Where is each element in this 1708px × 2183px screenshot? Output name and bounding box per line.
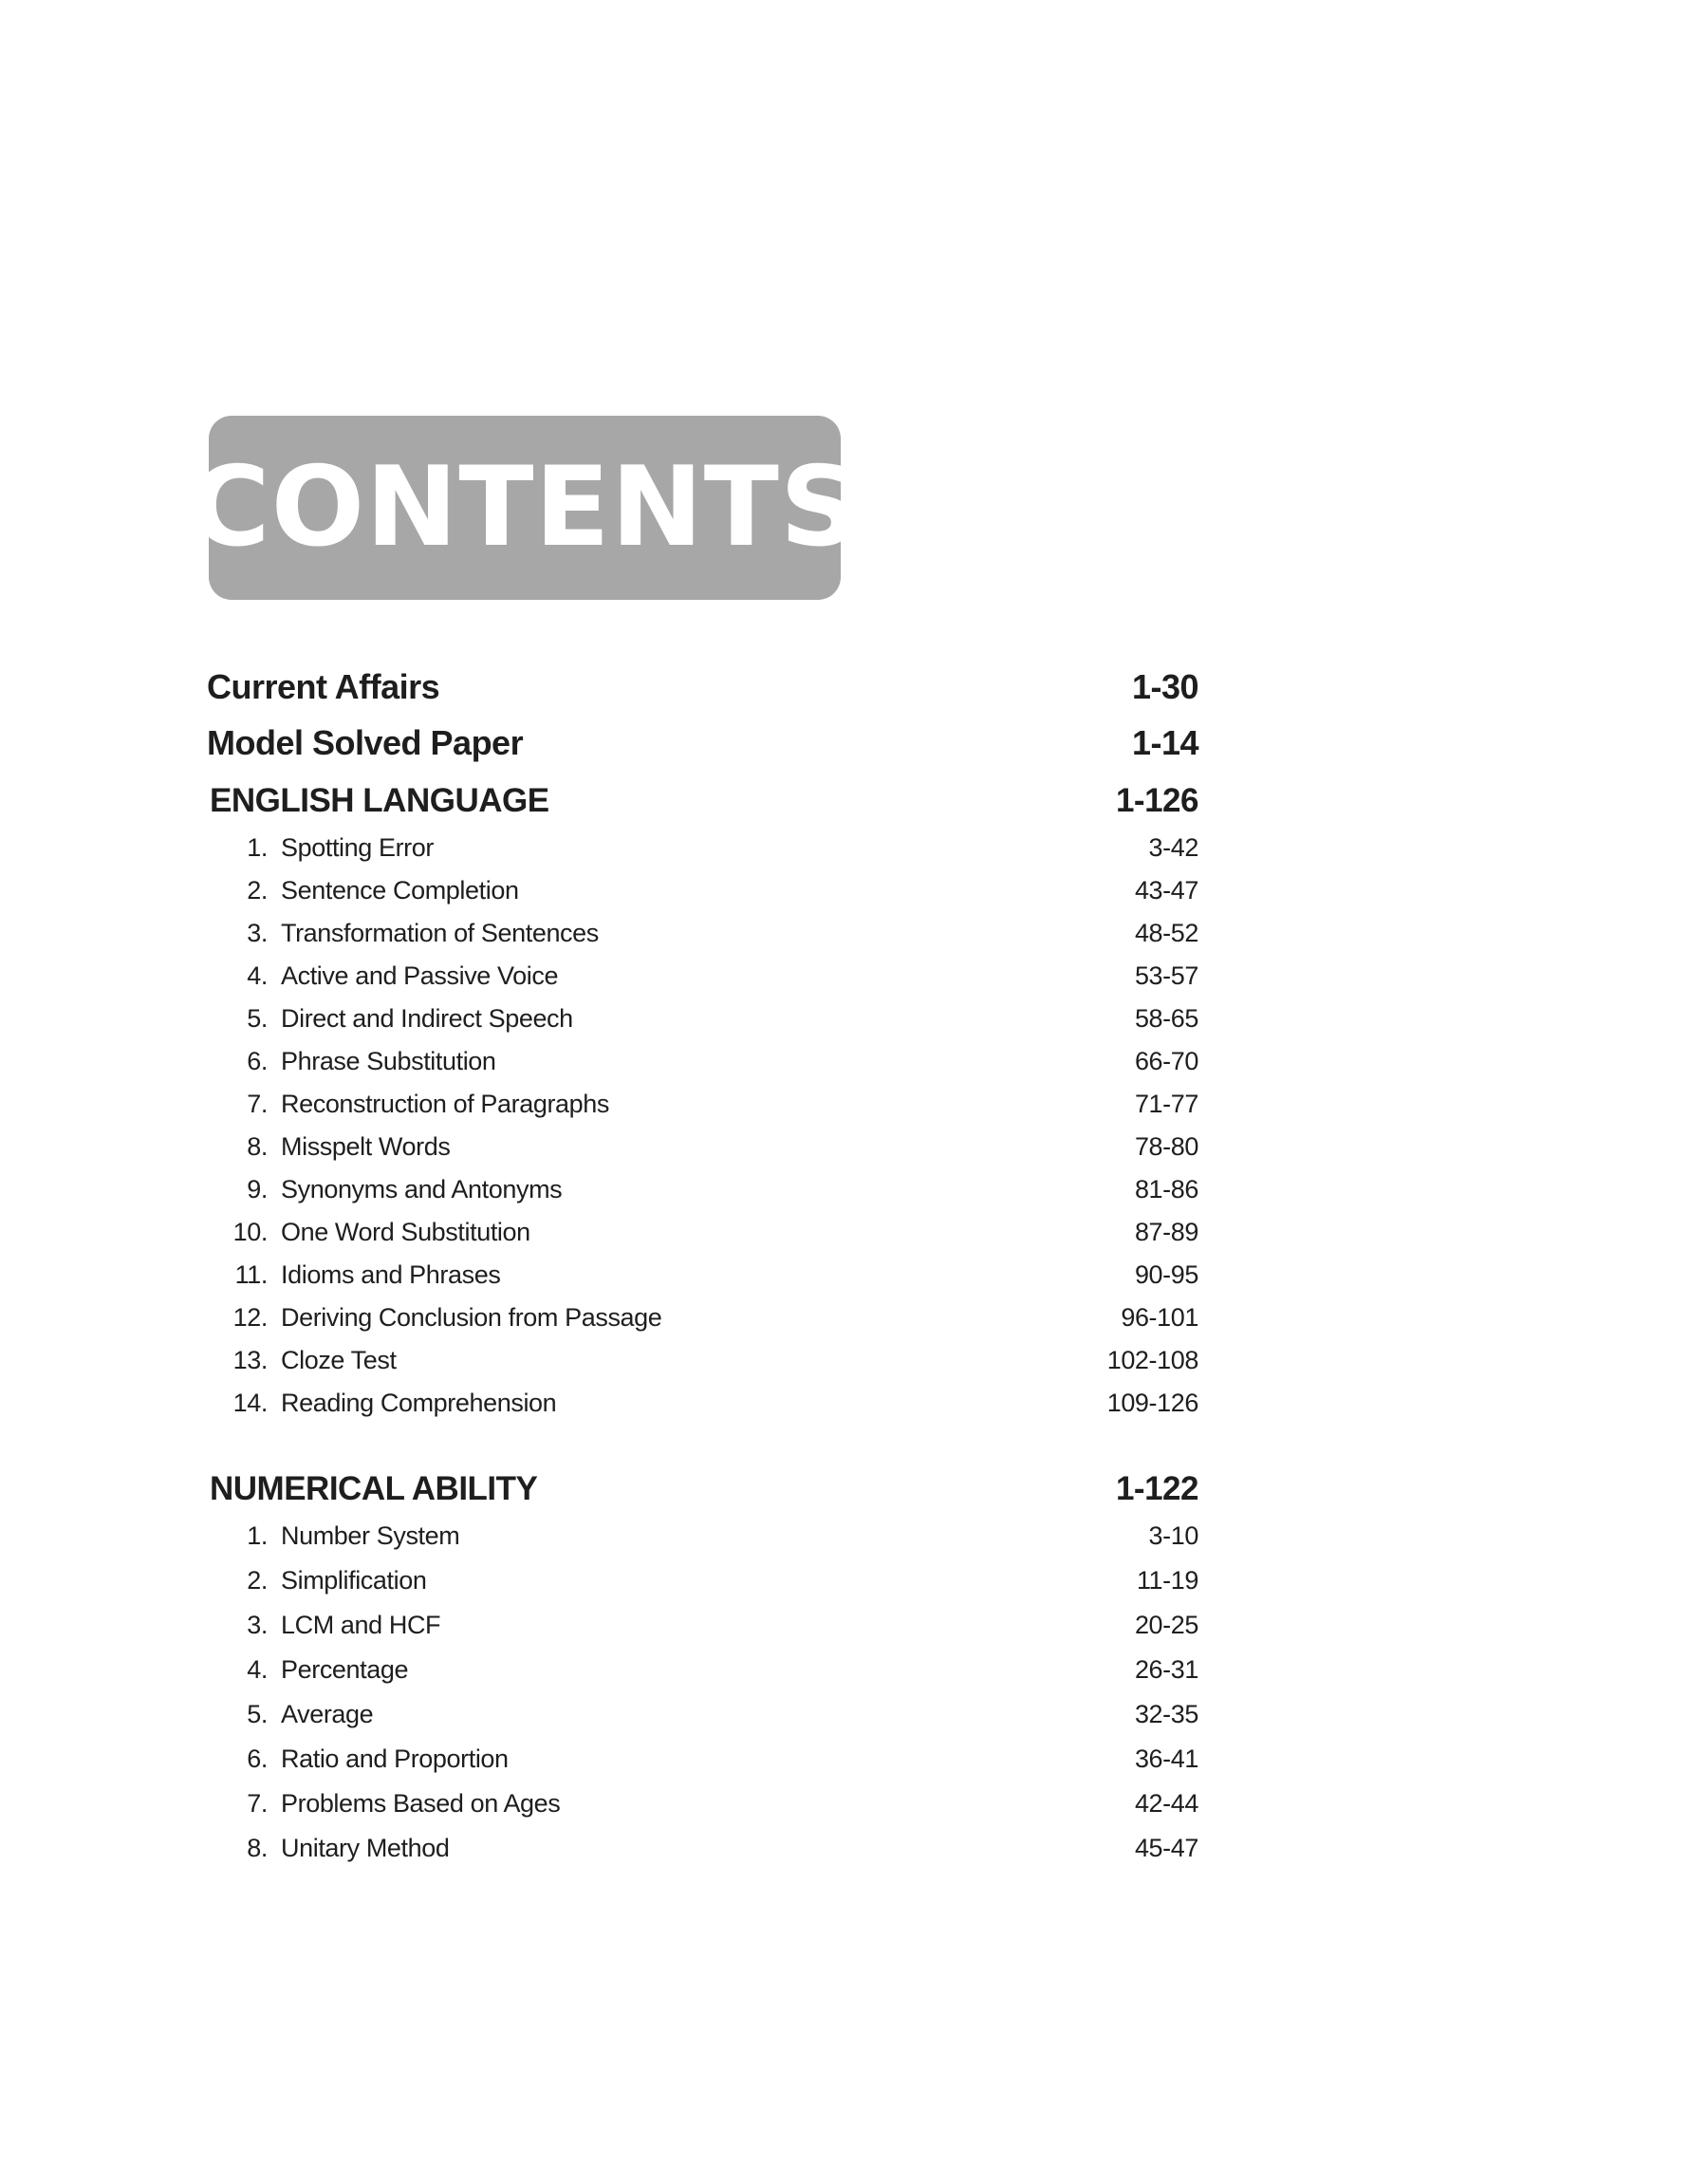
item-pages: 3-42 — [1148, 833, 1198, 862]
section-title: ENGLISH LANGUAGE — [210, 782, 549, 819]
toc-item[interactable] — [207, 1303, 1198, 1333]
item-title: Deriving Conclusion from Passage — [281, 1303, 662, 1332]
item-pages: 45-47 — [1134, 1834, 1198, 1862]
toc-item[interactable] — [207, 1611, 1198, 1640]
item-title: One Word Substitution — [281, 1218, 530, 1246]
toc-item[interactable] — [207, 1047, 1198, 1076]
item-pages: 43-47 — [1134, 876, 1198, 905]
item-number: 2. — [247, 1566, 268, 1595]
section-heading-numerical-ability[interactable] — [207, 1470, 1198, 1508]
toc-item[interactable] — [207, 919, 1198, 948]
item-number: 12. — [232, 1303, 268, 1332]
item-pages: 71-77 — [1134, 1090, 1198, 1118]
item-title: Number System — [281, 1521, 460, 1550]
item-pages: 66-70 — [1134, 1047, 1198, 1075]
item-pages: 81-86 — [1134, 1175, 1198, 1203]
item-pages: 96-101 — [1121, 1303, 1198, 1332]
item-number: 4. — [247, 961, 268, 990]
contents-title: CONTENTS — [189, 443, 861, 571]
contents-banner — [189, 416, 861, 600]
item-title: Direct and Indirect Speech — [281, 1004, 573, 1033]
item-number: 8. — [247, 1132, 268, 1161]
item-pages: 90-95 — [1134, 1260, 1198, 1289]
item-title: Synonyms and Antonyms — [281, 1175, 563, 1203]
item-pages: 32-35 — [1134, 1700, 1198, 1728]
item-title: Average — [281, 1700, 374, 1728]
item-title: Idioms and Phrases — [281, 1260, 501, 1289]
item-title: Unitary Method — [281, 1834, 450, 1862]
section-pages: 1-126 — [1115, 782, 1198, 819]
item-title: Sentence Completion — [281, 876, 519, 905]
item-number: 7. — [247, 1789, 268, 1818]
toc-item[interactable] — [207, 1175, 1198, 1204]
item-pages: 42-44 — [1134, 1789, 1198, 1818]
item-title: Reading Comprehension — [281, 1389, 557, 1417]
item-number: 2. — [247, 876, 268, 905]
section-title: NUMERICAL ABILITY — [210, 1470, 538, 1507]
item-pages: 58-65 — [1134, 1004, 1198, 1033]
item-number: 7. — [247, 1090, 268, 1118]
toc-item[interactable] — [207, 1789, 1198, 1819]
item-title: Simplification — [281, 1566, 427, 1595]
item-title: Ratio and Proportion — [281, 1745, 509, 1773]
toc-item[interactable] — [207, 1700, 1198, 1729]
item-number: 3. — [247, 919, 268, 947]
toc-item[interactable] — [207, 961, 1198, 991]
toc-entry-model-solved-paper[interactable] — [207, 723, 1198, 763]
section-pages: 1-122 — [1115, 1470, 1198, 1507]
item-pages: 11-19 — [1136, 1566, 1198, 1595]
toc-item[interactable] — [207, 1389, 1198, 1418]
item-pages: 26-31 — [1134, 1655, 1198, 1684]
toc-entry-current-affairs[interactable] — [207, 667, 1198, 707]
item-number: 11. — [234, 1260, 268, 1289]
item-number: 8. — [247, 1834, 268, 1862]
item-pages: 20-25 — [1134, 1611, 1198, 1639]
item-title: Transformation of Sentences — [281, 919, 599, 947]
item-title: Reconstruction of Paragraphs — [281, 1090, 609, 1118]
toc-item[interactable] — [207, 1346, 1198, 1375]
item-number: 14. — [232, 1389, 268, 1417]
entry-pages: 1-30 — [1131, 667, 1198, 706]
item-pages: 53-57 — [1134, 961, 1198, 990]
toc-item[interactable] — [207, 1655, 1198, 1685]
toc-item[interactable] — [207, 833, 1198, 863]
item-number: 5. — [247, 1004, 268, 1033]
item-number: 1. — [247, 1521, 268, 1550]
toc-item[interactable] — [207, 1004, 1198, 1034]
toc-item[interactable] — [207, 1090, 1198, 1119]
item-number: 9. — [247, 1175, 268, 1203]
item-pages: 48-52 — [1134, 919, 1198, 947]
item-pages: 36-41 — [1134, 1745, 1198, 1773]
item-number: 6. — [247, 1047, 268, 1075]
item-number: 3. — [247, 1611, 268, 1639]
toc-item[interactable] — [207, 1745, 1198, 1774]
item-number: 10. — [232, 1218, 268, 1246]
item-title: Phrase Substitution — [281, 1047, 496, 1075]
item-number: 4. — [247, 1655, 268, 1684]
item-title: Cloze Test — [281, 1346, 397, 1374]
item-title: Misspelt Words — [281, 1132, 451, 1161]
toc-item[interactable] — [207, 1834, 1198, 1863]
item-title: Spotting Error — [281, 833, 434, 862]
item-title: Active and Passive Voice — [281, 961, 559, 990]
item-number: 6. — [247, 1745, 268, 1773]
toc-item[interactable] — [207, 1566, 1198, 1595]
item-pages: 78-80 — [1134, 1132, 1198, 1161]
entry-title: Current Affairs — [207, 667, 440, 706]
item-title: Problems Based on Ages — [281, 1789, 561, 1818]
item-pages: 109-126 — [1106, 1389, 1198, 1417]
item-title: LCM and HCF — [281, 1611, 441, 1639]
item-pages: 87-89 — [1134, 1218, 1198, 1246]
toc-item[interactable] — [207, 1260, 1198, 1290]
entry-title: Model Solved Paper — [207, 723, 524, 762]
toc-item[interactable] — [207, 1521, 1198, 1551]
toc-item[interactable] — [207, 876, 1198, 905]
section-heading-english-language[interactable] — [207, 782, 1198, 820]
toc-item[interactable] — [207, 1132, 1198, 1162]
entry-pages: 1-14 — [1131, 723, 1198, 762]
item-pages: 3-10 — [1148, 1521, 1198, 1550]
item-number: 13. — [232, 1346, 268, 1374]
toc-item[interactable] — [207, 1218, 1198, 1247]
item-pages: 102-108 — [1106, 1346, 1198, 1374]
item-number: 1. — [247, 833, 268, 862]
item-number: 5. — [247, 1700, 268, 1728]
item-title: Percentage — [281, 1655, 409, 1684]
